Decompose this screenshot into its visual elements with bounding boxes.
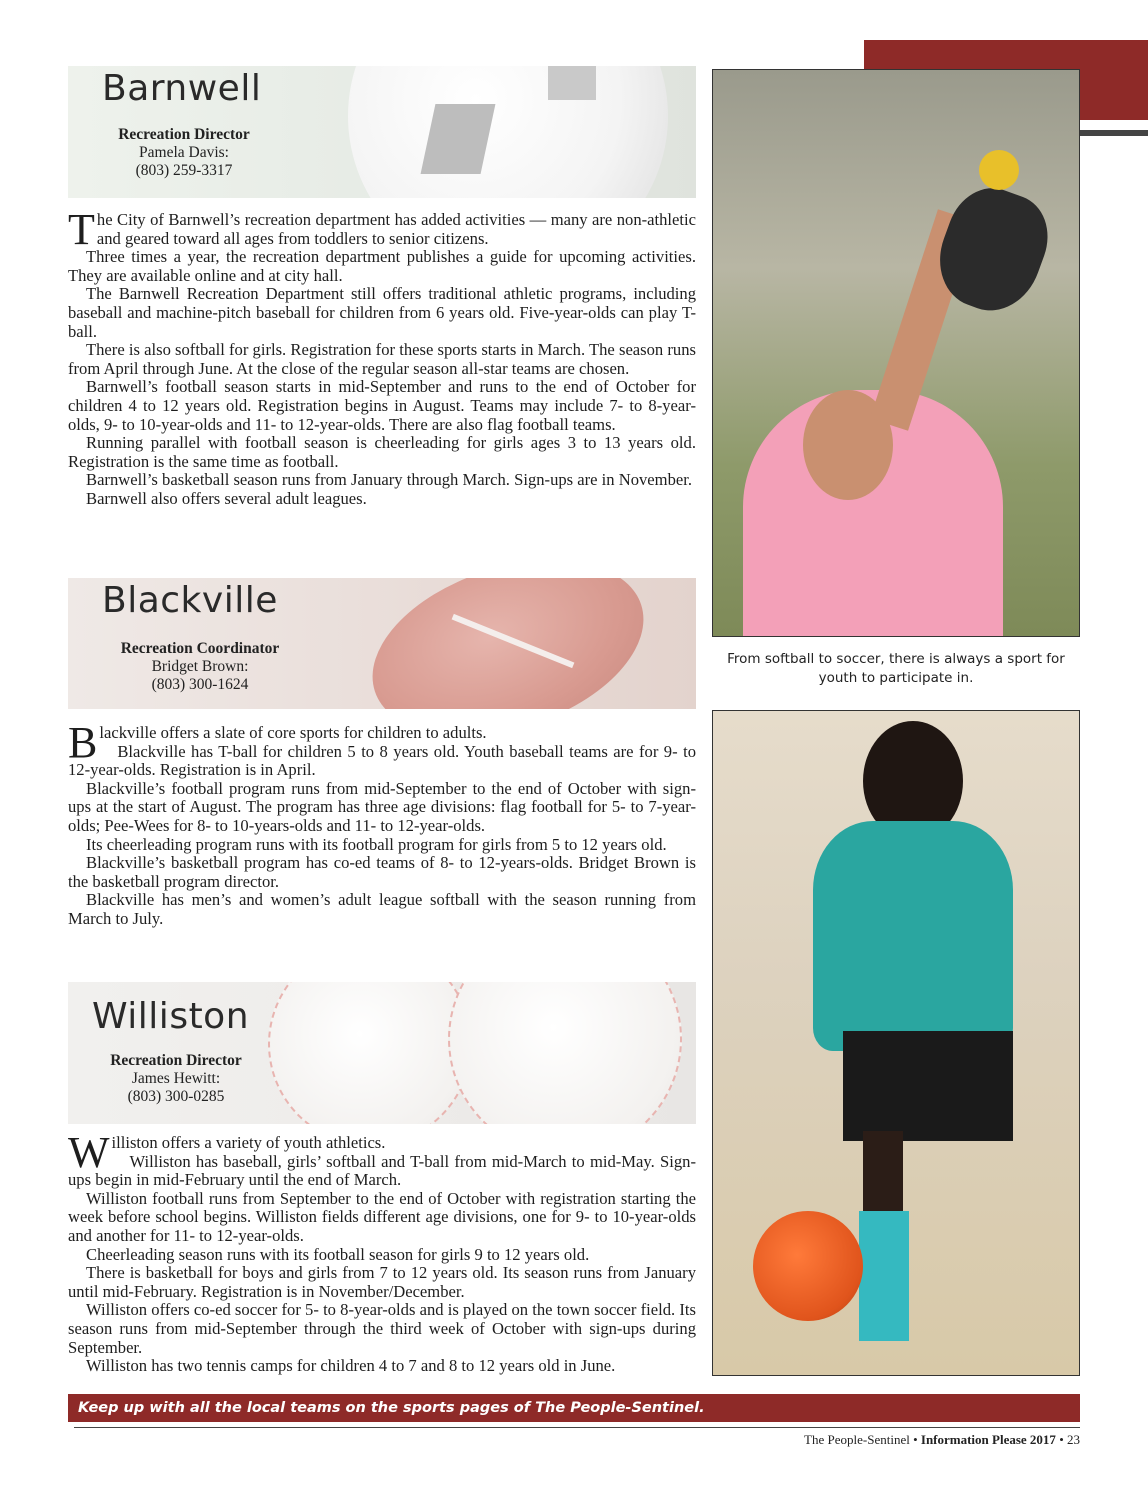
softball-photo bbox=[712, 69, 1080, 637]
article-paragraph: Its cheerleading program runs with its football program for girls from 5 to 12 years old. bbox=[86, 834, 667, 854]
barnwell-article bbox=[68, 205, 696, 509]
player-jersey bbox=[813, 821, 1013, 1051]
blackville-article bbox=[68, 718, 696, 929]
soccer-ball-graphic bbox=[348, 66, 668, 198]
footer-paper: The People-Sentinel • bbox=[804, 1432, 918, 1447]
contact-role: Recreation Director bbox=[110, 1052, 242, 1069]
promo-banner: Keep up with all the local teams on the sports pages of The People-Sentinel. bbox=[68, 1394, 1080, 1422]
section-title: Barnwell bbox=[102, 68, 262, 109]
photo-caption: From softball to soccer, there is always a sport for youth to participate in. bbox=[727, 651, 1065, 686]
footer-rule bbox=[74, 1427, 1080, 1428]
article-paragraph: Blackville has T-ball for children 5 to 8 years old. Youth baseball teams are for 9- to 12-year-olds. Registration is in April. bbox=[68, 741, 696, 780]
contact-name: James Hewitt: bbox=[131, 1070, 221, 1087]
barnwell-header bbox=[68, 66, 696, 198]
player-shorts bbox=[843, 1031, 1013, 1141]
contact-role: Recreation Director bbox=[118, 126, 250, 143]
article-paragraph: Cheerleading season runs with its football season for girls 9 to 12 years old. bbox=[86, 1244, 590, 1264]
soccer-photo bbox=[712, 710, 1080, 1376]
contact-phone: (803) 300-1624 bbox=[151, 676, 249, 693]
drop-cap: B bbox=[68, 718, 98, 767]
article-paragraph: Three times a year, the recreation department publishes a guide for upcoming activities. They are available online and at city hall. bbox=[68, 247, 696, 285]
soccer-panel bbox=[548, 66, 596, 100]
softball bbox=[979, 150, 1019, 190]
baseball-graphic bbox=[448, 982, 682, 1124]
article-paragraph: Williston offers co-ed soccer for 5- to 8-year-olds and is played on the town soccer field. Its season runs from mid-September through the third week of October with sign-ups during September. bbox=[68, 1300, 696, 1357]
article-paragraph: Barnwell’s basketball season runs from January through March. Sign-ups are in November. bbox=[86, 470, 692, 490]
footer-page: • 23 bbox=[1059, 1432, 1080, 1447]
section-title: Williston bbox=[92, 996, 250, 1037]
baseball-graphic bbox=[268, 982, 472, 1124]
drop-cap: T bbox=[68, 205, 95, 254]
contact-block bbox=[68, 126, 300, 180]
contact-block bbox=[84, 640, 316, 694]
article-paragraph: Blackville’s football program runs from mid-September to the end of October with sign-ups at the start of August. The program has three age divisions: flag football for 5- to 7-year-olds; Pee-Wees for 8- to 10-years-olds and 11- to 12-year-olds. bbox=[68, 778, 696, 835]
article-paragraph: Barnwell also offers several adult leagues. bbox=[86, 488, 367, 508]
footer-issue: Information Please 2017 bbox=[920, 1432, 1056, 1447]
article-paragraph: Williston offers a variety of youth athletics. bbox=[68, 1128, 386, 1177]
article-paragraph: Blackville has men’s and women’s adult league softball with the season running from March to July. bbox=[68, 890, 696, 928]
soccer-ball-orange bbox=[753, 1211, 863, 1321]
article-paragraph: The Barnwell Recreation Department still offers traditional athletic programs, including baseball and machine-pitch baseball for children from 6 years old. Five-year-olds can play T-ball. bbox=[68, 284, 696, 341]
contact-phone: (803) 300-0285 bbox=[127, 1088, 225, 1105]
page-footer bbox=[804, 1432, 1080, 1448]
contact-role: Recreation Coordinator bbox=[120, 640, 280, 657]
contact-block bbox=[68, 1052, 288, 1106]
contact-phone: (803) 259-3317 bbox=[135, 162, 233, 179]
article-paragraph: Williston has two tennis camps for children 4 to 7 and 8 to 12 years old in June. bbox=[86, 1356, 616, 1376]
article-paragraph: The City of Barnwell’s recreation department has added activities — many are non-athletic and geared toward all ages from toddlers to senior citizens. bbox=[68, 205, 696, 254]
contact-name: Bridget Brown: bbox=[151, 658, 249, 675]
player-sock bbox=[859, 1211, 909, 1341]
article-paragraph: Williston has baseball, girls’ softball and T-ball from mid-March to mid-May. Sign-ups begin in mid-February until the end of March. bbox=[68, 1151, 696, 1190]
williston-article bbox=[68, 1128, 696, 1376]
article-paragraph: There is basketball for boys and girls from 7 to 12 years old. Its season runs from January until mid-February. Registration is in November/December. bbox=[68, 1263, 696, 1301]
contact-name: Pamela Davis: bbox=[139, 144, 229, 161]
article-paragraph: Barnwell’s football season starts in mid-September and runs to the end of October for children 4 to 12 years old. Registration begins in August. Teams may include 7- to 8-year-olds, 9- to 10-year-olds and 11- to 12-year-olds. There are also flag football teams. bbox=[68, 377, 696, 434]
article-paragraph: Williston football runs from September to the end of October with registration starting the week before school begins. Williston fields different age divisions, one for 9- to 10-year-olds and another for 11- to 12-year-olds. bbox=[68, 1188, 696, 1245]
article-paragraph: Running parallel with football season is cheerleading for girls ages 3 to 13 years old. Registration is the same time as football. bbox=[68, 433, 696, 471]
drop-cap: W bbox=[68, 1128, 110, 1177]
article-paragraph: Blackville’s basketball program has co-ed teams of 8- to 12-years-olds. Bridget Brown is the basketball program director. bbox=[68, 853, 696, 891]
blackville-header bbox=[68, 578, 696, 709]
williston-header bbox=[68, 982, 696, 1124]
article-paragraph: Blackville offers a slate of core sports for children to adults. bbox=[68, 718, 487, 767]
football-graphic bbox=[350, 578, 666, 709]
section-title: Blackville bbox=[102, 580, 278, 621]
article-paragraph: There is also softball for girls. Registration for these sports starts in March. The season runs from April through June. At the close of the regular season all-star teams are chosen. bbox=[68, 340, 696, 378]
